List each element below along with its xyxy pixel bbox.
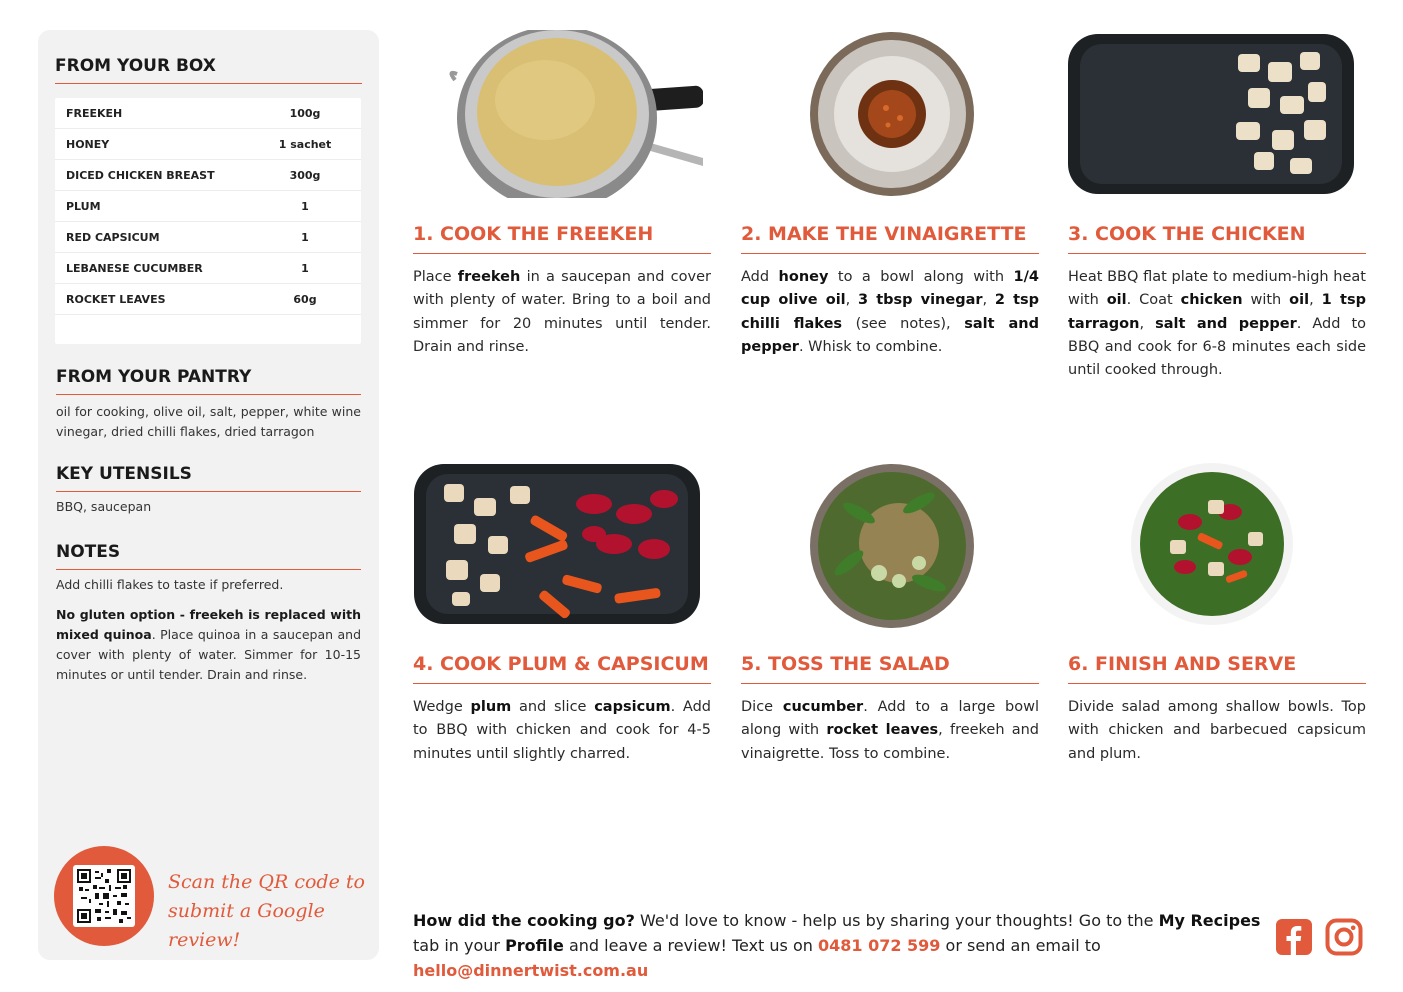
step-text-part: . Add to a large bowl along with [741,699,1039,739]
step-ingredient: 1/4 cup olive oil [741,269,1039,309]
ingredients-sidebar [38,30,379,960]
step-ingredient: salt and pepper [1155,315,1297,332]
step-ingredient: 2 tsp chilli flakes [741,292,1040,332]
step-2-title: 2. MAKE THE VINAIGRETTE [741,223,1039,254]
ingredient-row [55,160,361,191]
step-ingredient: chicken [1180,292,1243,309]
step-text-part: . Add to BBQ and cook for 6-8 minutes each side until cooked through. [1068,315,1367,379]
step-text-part: in a saucepan and cover with plenty of water. Bring to a boil and simmer for 20 minutes until tender. Drain and rinse. [413,269,711,355]
step-text-part: , [1139,315,1156,332]
step-text-part: . Add to BBQ with chicken and cook for 4-5 minutes until slightly charred. [413,699,711,762]
ingredient-row [55,191,361,222]
ingredient-qty: 1 [301,199,309,213]
ingredient-name: ROCKET LEAVES [66,292,166,306]
step-text-part: Wedge [413,699,471,715]
step-text-part: Add [741,269,779,285]
footer-question: How did the cooking go? [413,911,635,930]
ingredient-row [55,222,361,253]
step-1-photo [445,30,703,198]
step-text-part: Dice [741,699,783,715]
ingredient-row [55,129,361,160]
step-1-title: 1. COOK THE FREEKEH [413,223,711,254]
step-text-part: , [1309,292,1322,309]
ingredient-row [55,98,361,129]
key-utensils-heading: KEY UTENSILS [56,464,361,492]
ingredient-name: LEBANESE CUCUMBER [66,261,203,275]
step-text-part: Divide salad among shallow bowls. Top with chicken and barbecued capsicum and plum. [1068,699,1366,762]
qr-badge[interactable] [54,846,154,946]
step-ingredient: freekeh [457,269,521,285]
step-ingredient: 3 tbsp vinegar [857,292,983,309]
step-3-photo [1068,34,1354,194]
step-5-photo [809,463,975,629]
notes-bold: No gluten option - freekeh is replaced with mixed quinoa [56,607,361,642]
notes-heading: NOTES [56,542,361,570]
footer-text-2: tab in your [413,936,506,955]
step-ingredient: plum [470,699,512,715]
step-6-text [1068,696,1366,766]
from-your-box-heading: FROM YOUR BOX [55,56,362,84]
ingredient-name: PLUM [66,199,101,213]
step-ingredient: salt and pepper [741,315,1039,355]
ingredient-qty: 1 [301,261,309,275]
ingredient-name: HONEY [66,137,110,151]
qr-caption-line1: Scan the QR code to [168,871,365,893]
ingredient-name: RED CAPSICUM [66,230,160,244]
notes-gluten-option [56,605,361,685]
step-2-text [741,266,1039,359]
facebook-icon[interactable] [1275,918,1313,956]
step-3-title: 3. COOK THE CHICKEN [1068,223,1366,254]
footer-text-3: and leave a review! Text us on [563,936,818,955]
qr-caption-line2: submit a Google review! [168,900,325,951]
step-6-photo [1130,462,1294,626]
step-ingredient: rocket leaves [826,722,939,739]
qr-code-icon[interactable] [73,865,135,927]
step-text-part: , [982,292,995,309]
step-5-text [741,696,1039,766]
footer-text-1: We'd love to know - help us by sharing your thoughts! Go to the [634,911,1159,930]
footer-profile: Profile [505,936,564,955]
instagram-icon[interactable] [1325,918,1363,956]
step-text-part: Heat BBQ flat plate to medium-high heat with [1068,269,1366,309]
ingredient-qty: 60g [293,292,317,306]
footer-text-4: or send an email to [940,936,1101,955]
ingredient-name: DICED CHICKEN BREAST [66,168,215,182]
step-4-title: 4. COOK PLUM & CAPSICUM [413,653,711,684]
step-text-part: , [845,292,858,309]
step-2-photo [808,30,976,198]
ingredient-row [55,284,361,315]
step-text-part: to a bowl along with [828,269,1014,285]
step-text-part: Place [413,269,458,285]
ingredient-name: FREEKEH [66,106,123,120]
step-6-title: 6. FINISH AND SERVE [1068,653,1366,684]
step-4-photo [414,464,700,624]
notes-line: Add chilli flakes to taste if preferred. [56,577,284,592]
step-ingredient: oil [1289,292,1310,309]
step-3-text [1068,266,1366,382]
ingredient-qty: 100g [289,106,321,120]
ingredient-qty: 1 [301,230,309,244]
from-your-pantry-heading: FROM YOUR PANTRY [56,367,361,395]
step-text-part: . Coat [1126,292,1181,309]
step-text-part: , freekeh and vinaigrette. Toss to combine. [741,722,1040,762]
step-text-part: and slice [511,699,595,715]
step-ingredient: 1 tsp tarragon [1068,292,1367,332]
step-4-text [413,696,711,766]
step-text-part: . Whisk to combine. [798,338,943,355]
step-1-text [413,266,711,359]
step-text-part: with [1242,292,1290,309]
ingredient-row [55,253,361,284]
phone-link[interactable]: 0481 072 599 [817,936,941,955]
ingredient-qty: 300g [289,168,321,182]
notes-rest: . Place quinoa in a saucepan and cover with plenty of water. Simmer for 10-15 minutes or until tender. Drain and rinse. [56,627,362,682]
ingredient-qty: 1 sachet [278,137,332,151]
utensils-text: BBQ, saucepan [56,499,152,514]
qr-caption [168,868,368,955]
step-ingredient: oil [1106,292,1127,309]
pantry-text: oil for cooking, olive oil, salt, pepper, white wine vinegar, dried chilli flakes, dried tarragon [56,404,361,439]
step-ingredient: cucumber [782,699,864,715]
footer-my-recipes: My Recipes [1158,911,1261,930]
step-ingredient: honey [778,269,829,285]
step-text-part: (see notes), [842,315,965,332]
ingredients-table [55,98,361,344]
review-footer [413,908,1263,983]
email-link[interactable]: hello@dinnertwist.com.au [413,961,649,980]
step-5-title: 5. TOSS THE SALAD [741,653,1039,684]
step-ingredient: capsicum [594,699,671,715]
